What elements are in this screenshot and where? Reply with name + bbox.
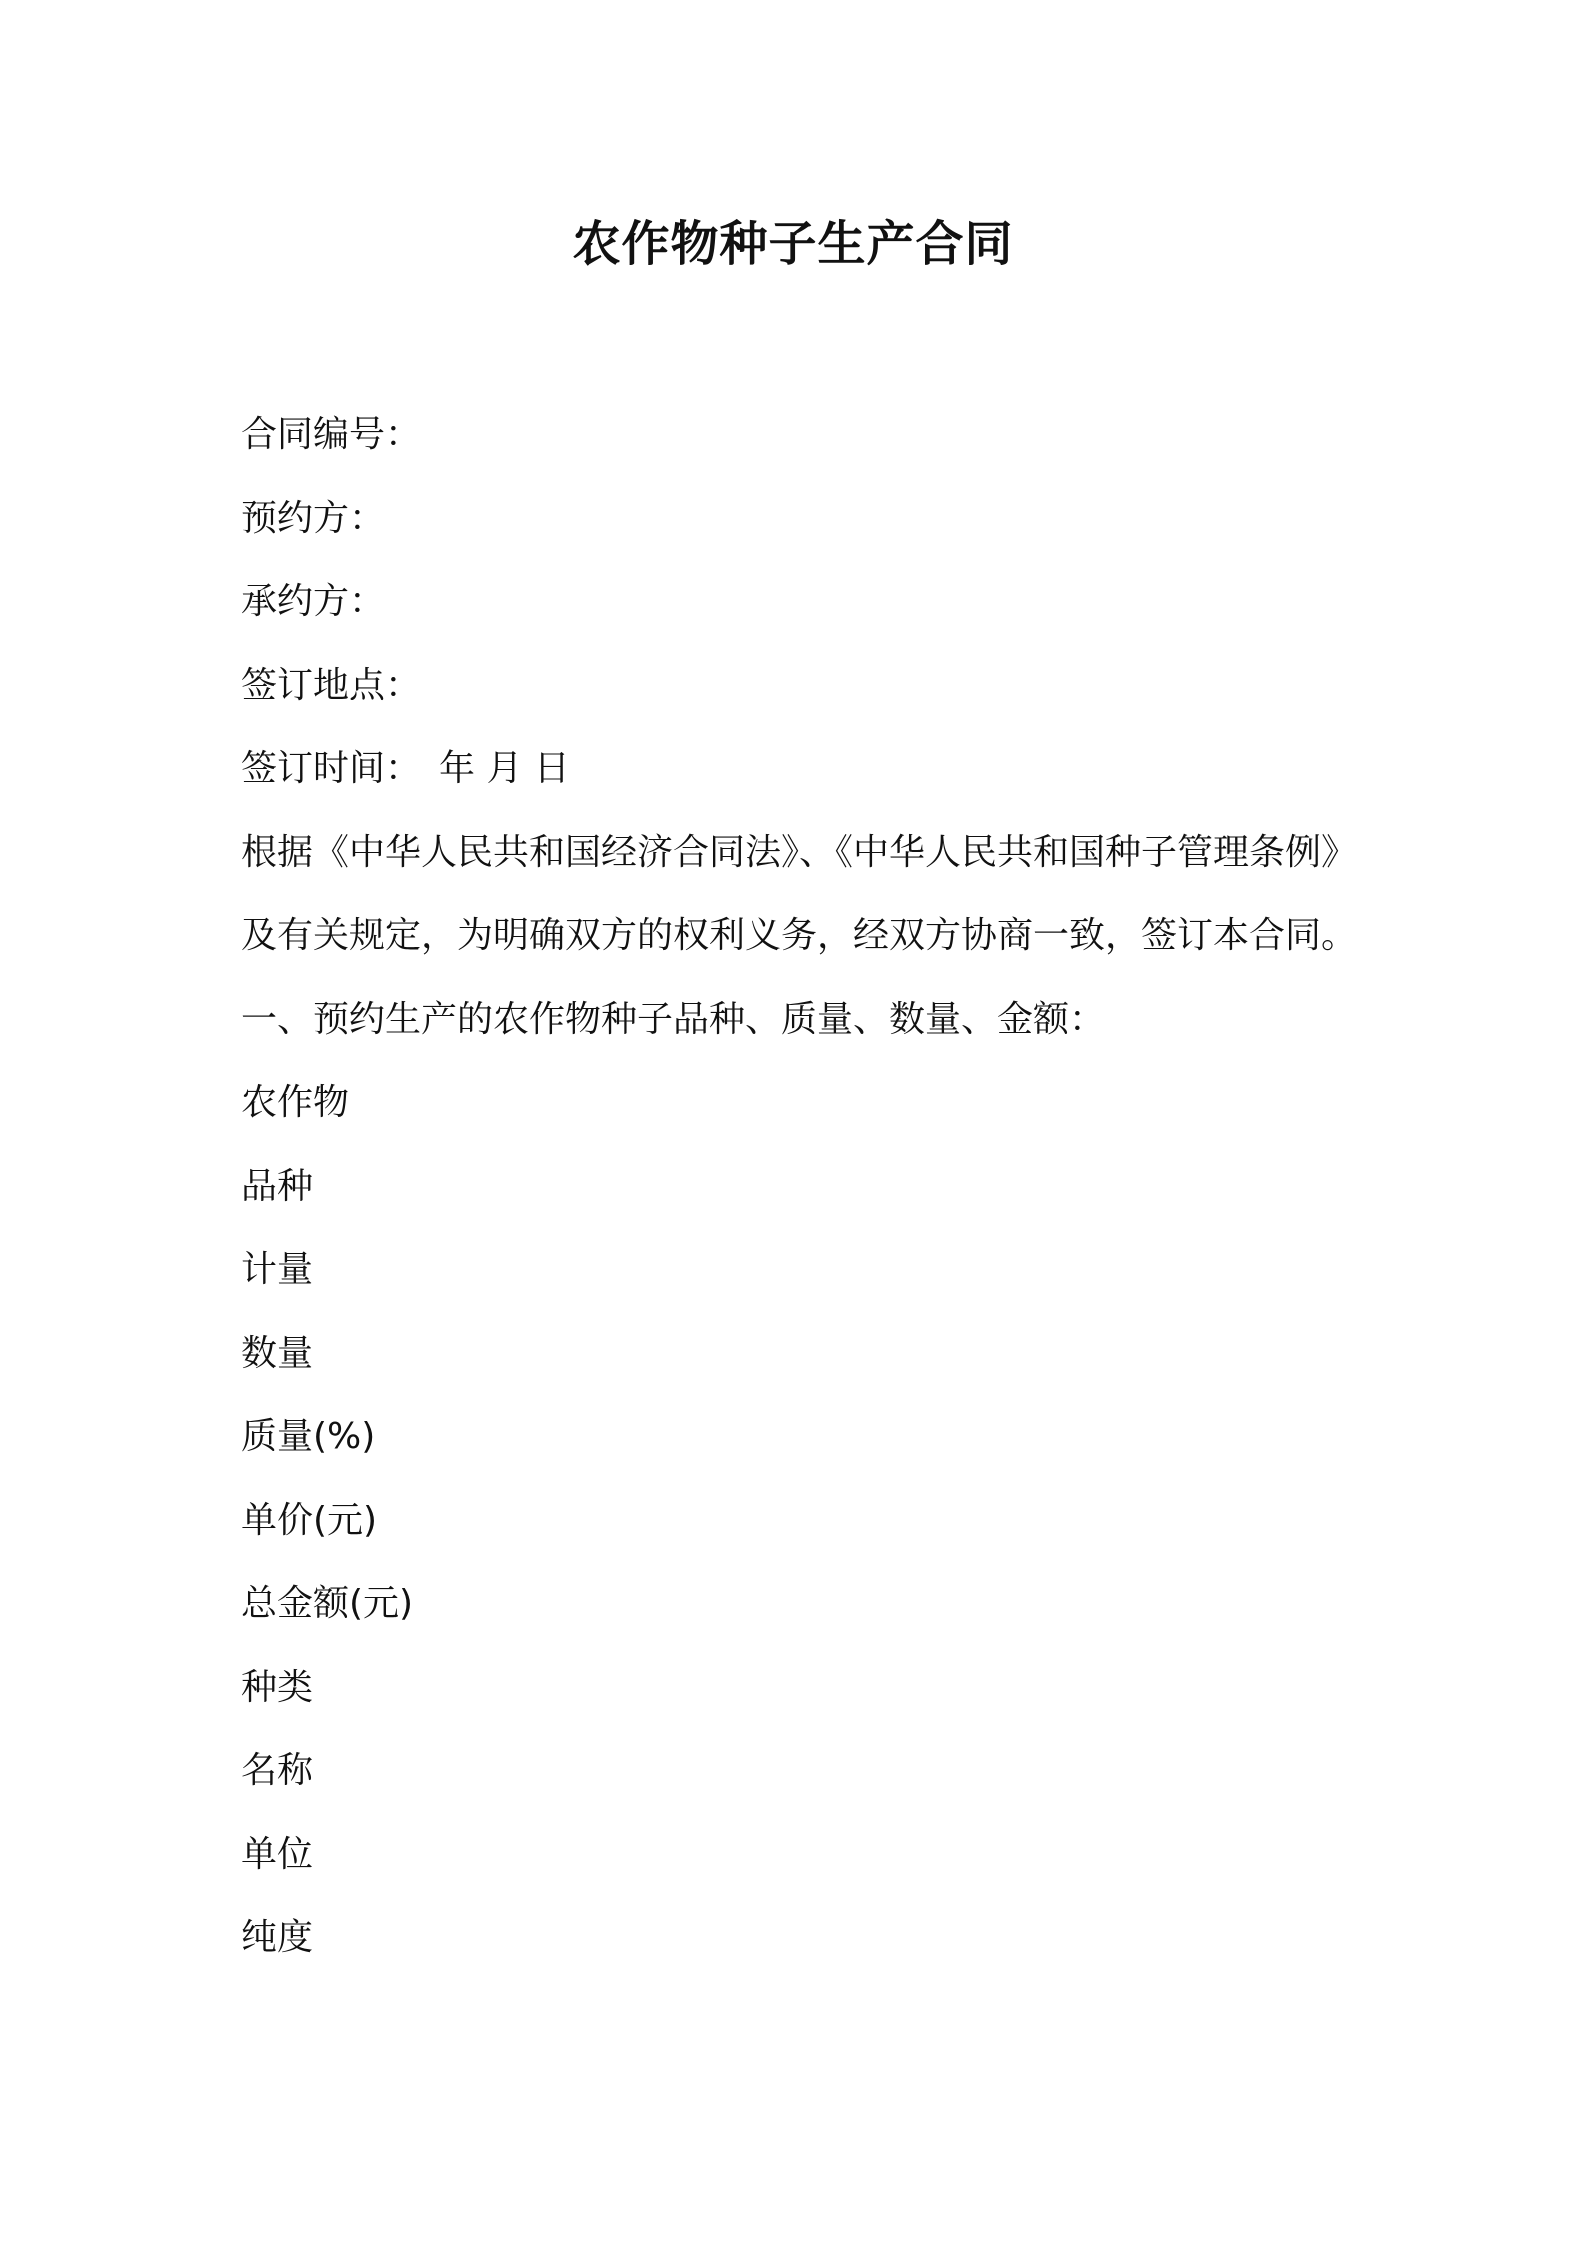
section-1-heading: 一、预约生产的农作物种子品种、质量、数量、金额： <box>241 998 1106 1040</box>
list-item: 纯度 <box>241 1917 314 1958</box>
contracting-party-field: 承约方： <box>241 581 386 622</box>
signing-place-field: 签订地点： <box>241 664 422 706</box>
document-title: 农作物种子生产合同 <box>572 216 1014 272</box>
preamble-line-2: 及有关规定，为明确双方的权利义务，经双方协商一致，签订本合同。 <box>241 915 1358 956</box>
list-item: 质量(%) <box>241 1416 376 1457</box>
contract-number-field: 合同编号： <box>241 414 422 455</box>
list-item: 单价(元) <box>241 1499 378 1541</box>
list-item: 种类 <box>241 1666 314 1708</box>
signing-time-field: 签订时间： 年 月 日 <box>241 748 570 789</box>
list-item: 单位 <box>241 1833 314 1875</box>
list-item: 农作物 <box>241 1082 350 1123</box>
list-item: 计量 <box>241 1249 314 1290</box>
preamble-line-1: 根据《中华人民共和国经济合同法》、《中华人民共和国种子管理条例》 <box>241 831 1358 873</box>
list-item: 名称 <box>241 1750 314 1791</box>
document-body <box>241 405 1391 1992</box>
reserving-party-field: 预约方： <box>241 497 386 539</box>
list-item: 品种 <box>241 1165 314 1207</box>
list-item: 总金额(元) <box>241 1583 414 1624</box>
list-item: 数量 <box>241 1332 314 1374</box>
